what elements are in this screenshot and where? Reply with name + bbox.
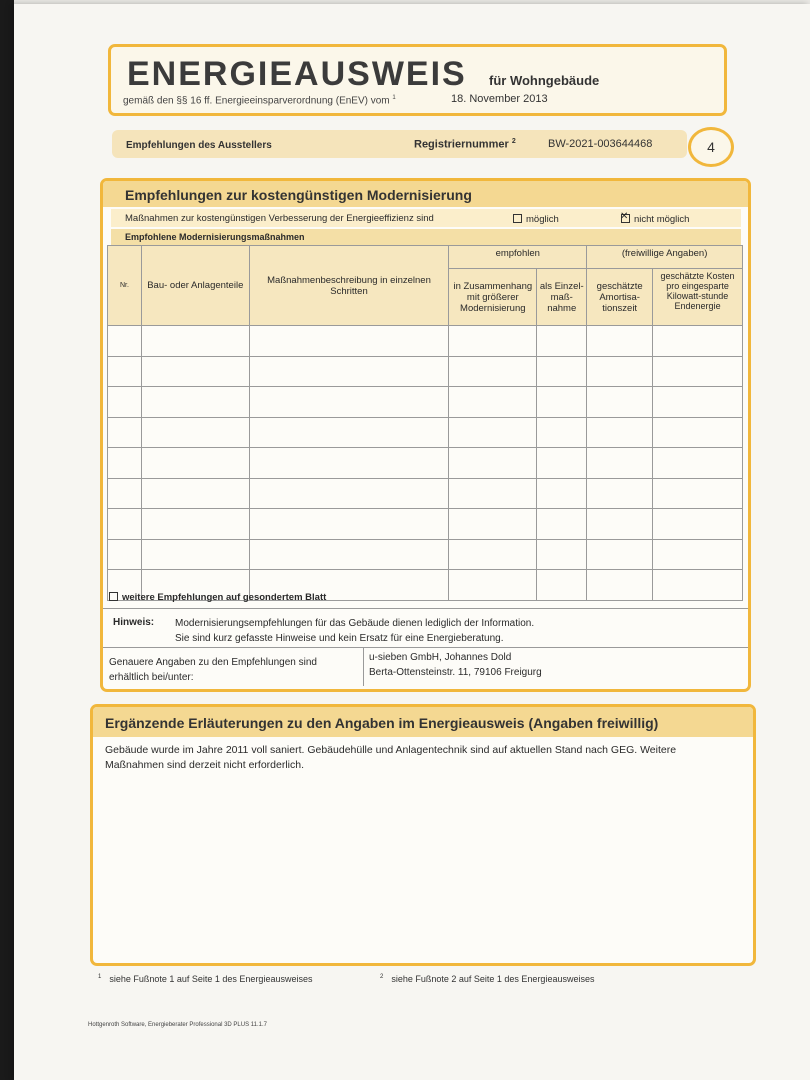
col-recommended: empfohlen xyxy=(449,246,587,269)
col-part: Bau- oder Anlagenteile xyxy=(141,246,249,326)
law-footnote: 1 xyxy=(392,95,396,101)
table-row xyxy=(108,539,743,570)
measures-text: Maßnahmen zur kostengünstigen Verbesserung der Energieeffizienz sind xyxy=(125,213,434,224)
col-together: in Zusammenhang mit größerer Modernisierung xyxy=(449,269,537,326)
registration-label: Registriernummer $^2$ xyxy=(414,138,516,151)
supplement-text: Gebäude wurde im Jahre 2011 voll saniert. Gebäudehülle und Anlagentechnik sind auf aktuellen Stand nach GEG. Weitere Maßnahmen sind derzeit nicht erforderlich. xyxy=(105,744,677,771)
supplement-title: Ergänzende Erläuterungen zu den Angaben im Energieausweis (Angaben freiwillig) xyxy=(105,715,659,731)
table-row xyxy=(108,387,743,418)
details-value: u-sieben GmbH, Johannes Dold Berta-Ottensteinstr. 11, 79106 Freigurg xyxy=(369,652,542,678)
checkbox-more-recommendations[interactable] xyxy=(109,592,118,601)
issuer-label: Empfehlungen des Ausstellers xyxy=(126,140,272,151)
registration-footnote: 2 xyxy=(511,138,516,145)
option-possible[interactable]: möglich xyxy=(513,213,559,225)
supplement-title-bar xyxy=(93,707,753,737)
note-text: Modernisierungsempfehlungen für das Gebäude dienen lediglich der Information. Sie sind kurz gefasste Hinweise und kein Ersatz für eine Energieberatung. xyxy=(175,618,535,644)
col-description: Maßnahmenbeschreibung in einzelnen Schritten xyxy=(249,246,449,326)
modernisation-title-bar xyxy=(103,181,748,207)
background-edge xyxy=(0,0,14,1080)
table-row xyxy=(108,356,743,387)
law-reference: gemäß den §§ 16 ff. Energieeinsparverordnung (EnEV) vom $^1$ xyxy=(123,95,396,107)
page-number: 4 xyxy=(688,127,734,167)
header-box xyxy=(108,44,727,116)
note-row xyxy=(103,608,748,648)
registration-number: BW-2021-003644468 xyxy=(548,138,653,150)
recommended-header: Empfohlene Modernisierungsmaßnahmen xyxy=(125,232,305,242)
measures-row xyxy=(111,209,741,227)
law-date: 18. November 2013 xyxy=(451,93,548,105)
document-subtitle: für Wohngebäude xyxy=(489,73,600,88)
footnote-2: $^2$ siehe Fußnote 2 auf Seite 1 des Energieausweises xyxy=(380,974,595,984)
table-row xyxy=(108,417,743,448)
measures-table xyxy=(107,245,743,601)
note-label: Hinweis: xyxy=(113,617,155,628)
modernisation-title: Empfehlungen zur kostengünstigen Modernisierung xyxy=(125,187,472,203)
checkbox-possible[interactable] xyxy=(513,214,522,223)
table-row xyxy=(108,509,743,540)
details-label: Genauere Angaben zu den Empfehlungen sind erhältlich bei/unter: xyxy=(109,657,317,683)
col-cost: geschätzte Kosten pro eingesparte Kilowatt-stunde Endenergie xyxy=(653,269,743,326)
document-title: ENERGIEAUSWEIS xyxy=(127,55,467,93)
modernisation-section xyxy=(100,178,751,692)
option-not-possible[interactable]: ✕ nicht möglich xyxy=(621,213,689,225)
col-voluntary: (freiwillige Angaben) xyxy=(587,246,743,269)
col-amortisation: geschätzte Amortisa-tionszeit xyxy=(587,269,653,326)
footnote-1: $^1$ siehe Fußnote 1 auf Seite 1 des Energieausweises xyxy=(98,974,313,984)
table-row xyxy=(108,448,743,479)
more-recommendations[interactable]: weitere Empfehlungen auf gesondertem Blatt xyxy=(109,591,326,603)
supplement-section xyxy=(90,704,756,966)
details-divider xyxy=(363,648,364,686)
col-nr: Nr. xyxy=(108,246,142,326)
recommended-header-row xyxy=(111,229,741,245)
details-row xyxy=(103,647,748,688)
col-single: als Einzel-maß-nahme xyxy=(537,269,587,326)
issuer-bar xyxy=(112,130,687,158)
table-row xyxy=(108,478,743,509)
checkbox-not-possible[interactable] xyxy=(621,214,630,223)
table-row xyxy=(108,326,743,357)
software-credit: Hottgenroth Software, Energieberater Professional 3D PLUS 11.1.7 xyxy=(88,1022,267,1028)
